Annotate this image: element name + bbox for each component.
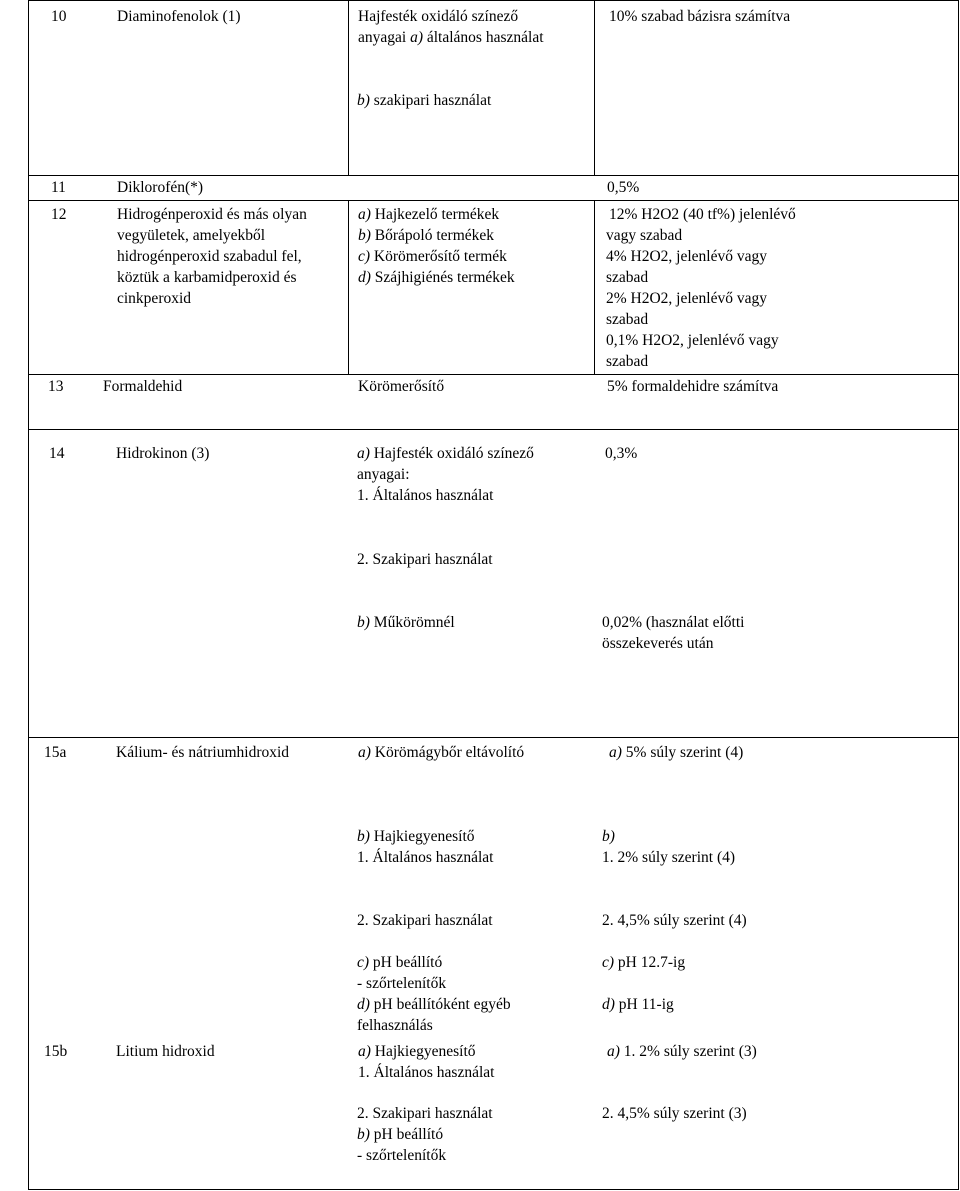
row-12-number: 12 [51, 206, 67, 223]
row-15a-use-b-line2: 1. Általános használat [357, 849, 494, 866]
row-14-conc-b-line1: 0,02% (használat előtti [602, 614, 745, 631]
row-15a-use-a: a) Körömágybőr eltávolító [358, 744, 525, 761]
row-14-concentration-a: 0,3% [605, 445, 638, 462]
row-14-use-a-line2: anyagai: [357, 466, 410, 483]
row-15a-substance: Kálium- és nátriumhidroxid [116, 744, 290, 761]
row-15b-use-a-line3: 2. Szakipari használat [357, 1105, 493, 1122]
row-14-substance: Hidrokinon (3) [116, 445, 210, 462]
row-15a-use-c-line2: - szőrtelenítők [357, 975, 447, 992]
row-12-use-line: b) Bőrápoló termékek [358, 227, 495, 244]
column-divider [594, 0, 595, 175]
row-10-use-a-line1: Hajfesték oxidáló színező [358, 8, 519, 25]
row-12-conc-line: 4% H2O2, jelenlévő vagy [606, 248, 767, 265]
row-15b-concentration-a-2: 2. 4,5% súly szerint (3) [602, 1105, 747, 1122]
row-15a-conc-b-line1: 1. 2% súly szerint (4) [602, 849, 736, 866]
row-15a-number: 15a [44, 744, 67, 761]
row-15b-substance: Litium hidroxid [116, 1043, 215, 1060]
row-14-use-a-professional: 2. Szakipari használat [357, 551, 493, 568]
row-12-substance-line: hidrogénperoxid szabadul fel, [117, 248, 302, 265]
row-divider [28, 737, 959, 738]
row-12-use-line: a) Hajkezelő termékek [358, 206, 500, 223]
column-divider [594, 201, 595, 374]
row-14-number: 14 [49, 445, 65, 462]
row-15b-use-a-line2: 1. Általános használat [358, 1064, 495, 1081]
row-10-use-a [358, 6, 544, 48]
table-border-right [958, 0, 959, 1190]
column-divider [348, 0, 349, 175]
table-border-bottom [28, 1189, 959, 1190]
row-14-use-b: b) Műkörömnél [357, 614, 455, 631]
row-15a-use-b [357, 826, 493, 868]
row-14-conc-b-line2: összekeverés után [602, 635, 714, 652]
row-12-substance-line: cinkperoxid [117, 290, 192, 307]
row-13-use: Körömerősítő [358, 378, 445, 395]
row-10-use-b: b) szakipari használat [357, 92, 492, 109]
row-15a-concentration-d: d) pH 11-ig [602, 996, 674, 1013]
row-12-conc-line: 0,1% H2O2, jelenlévő vagy [606, 332, 779, 349]
row-15a-use-b-line1: b) Hajkiegyenesítő [357, 828, 475, 845]
row-15b-use-b-line1: b) pH beállító [357, 1126, 444, 1143]
row-12-uses [358, 204, 515, 288]
row-15a-concentration-b [602, 826, 735, 868]
row-15b-concentration-a: a) 1. 2% súly szerint (3) [607, 1043, 757, 1060]
row-15a-use-b-professional: 2. Szakipari használat [357, 912, 493, 929]
row-12-conc-line: szabad [606, 269, 649, 286]
row-divider [28, 175, 959, 176]
row-15b-use-b-line2: - szőrtelenítők [357, 1147, 447, 1164]
row-12-substance-line: vegyületek, amelyekből [117, 227, 266, 244]
row-12-concentrations [606, 204, 796, 372]
column-divider [348, 201, 349, 374]
row-14-use-a [357, 443, 534, 506]
row-divider [28, 429, 959, 430]
row-12-substance-line: Hidrogénperoxid és más olyan [117, 206, 307, 223]
row-13-number: 13 [48, 378, 64, 395]
row-11-concentration: 0,5% [607, 179, 640, 196]
row-12-use-line: c) Körömerősítő termék [358, 248, 507, 265]
row-12-conc-line: 12% H2O2 (40 tf%) jelenlévő [609, 206, 796, 223]
table-border-top [28, 0, 959, 1]
row-10-substance: Diaminofenolok (1) [117, 8, 241, 25]
row-15a-use-d-line2: felhasználás [357, 1017, 433, 1034]
row-divider [28, 200, 959, 201]
row-12-conc-line: szabad [606, 353, 649, 370]
row-12-conc-line: 2% H2O2, jelenlévő vagy [606, 290, 767, 307]
row-15b-use-a-line1: a) Hajkiegyenesítő [358, 1043, 476, 1060]
row-15a-concentration-b-2: 2. 4,5% súly szerint (4) [602, 912, 747, 929]
row-15a-conc-b-marker: b) [602, 828, 615, 845]
row-15b-number: 15b [44, 1043, 68, 1060]
row-12-substance [117, 204, 307, 309]
row-14-use-a-line1: a) Hajfesték oxidáló színező [357, 445, 534, 462]
table-border-left [28, 0, 29, 1190]
row-11-substance: Diklorofén(*) [117, 179, 204, 196]
row-10-use-a-line2: anyagai a) általános használat [358, 29, 544, 46]
row-15a-use-d-line1: d) pH beállítóként egyéb [357, 996, 511, 1013]
row-15b-use-a [358, 1041, 494, 1083]
row-11-number: 11 [51, 179, 66, 196]
row-13-substance: Formaldehid [103, 378, 183, 395]
row-13-concentration: 5% formaldehidre számítva [607, 378, 779, 395]
row-10-concentration: 10% szabad bázisra számítva [609, 8, 791, 25]
row-15a-concentration-c: c) pH 12.7-ig [602, 954, 686, 971]
row-divider [28, 374, 959, 375]
row-15a-use-c-line1: c) pH beállító [357, 954, 443, 971]
row-14-use-a-line3: 1. Általános használat [357, 487, 494, 504]
row-12-conc-line: szabad [606, 311, 649, 328]
row-14-concentration-b [602, 612, 744, 654]
row-10-number: 10 [51, 8, 67, 25]
row-12-use-line: d) Szájhigiénés termékek [358, 269, 515, 286]
row-15a-concentration-a: a) 5% súly szerint (4) [609, 744, 744, 761]
row-15b-use-a-professional [357, 1103, 493, 1166]
row-15a-use-c [357, 952, 511, 1036]
row-12-conc-line: vagy szabad [606, 227, 683, 244]
row-12-substance-line: köztük a karbamidperoxid és [117, 269, 297, 286]
